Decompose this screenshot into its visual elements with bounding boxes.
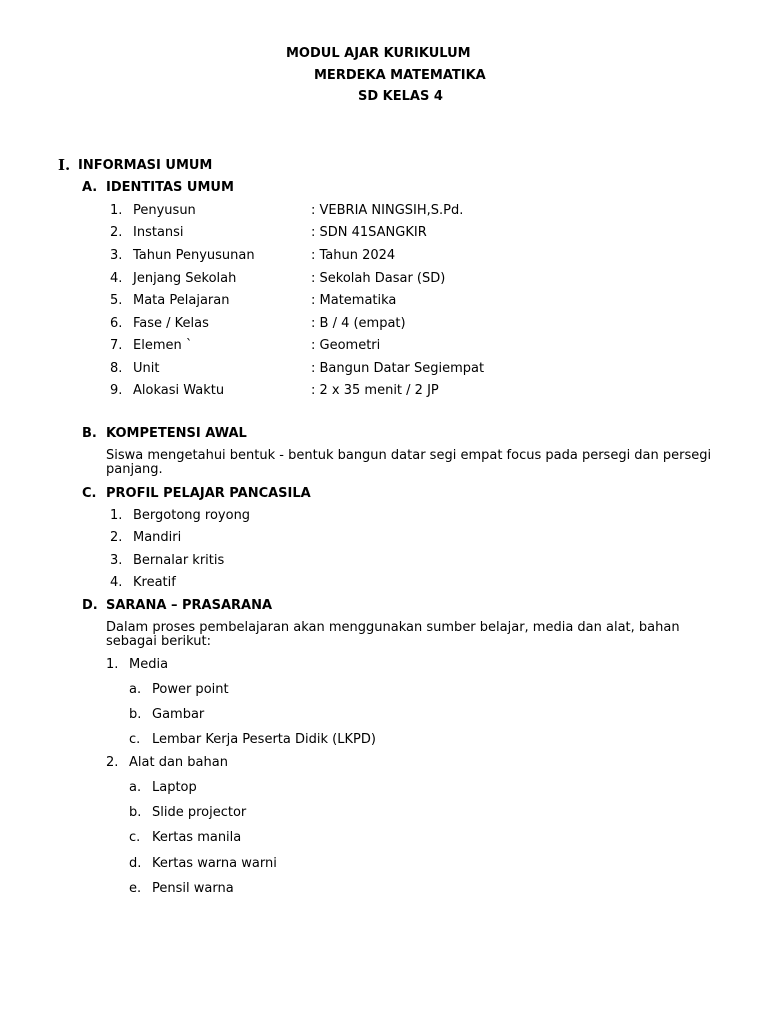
- section-numeral: I.: [58, 156, 71, 174]
- sublist-item: Power point: [152, 682, 229, 697]
- row-label: Mata Pelajaran: [133, 293, 230, 308]
- subsection-heading: KOMPETENSI AWAL: [106, 426, 247, 441]
- row-label: Jenjang Sekolah: [133, 271, 237, 286]
- row-value: : VEBRIA NINGSIH,S.Pd.: [311, 203, 464, 218]
- list-item: Bergotong royong: [133, 508, 251, 523]
- row-value: : Matematika: [311, 293, 397, 308]
- list-number: 2.: [106, 755, 119, 770]
- subsection-letter: C.: [82, 486, 97, 501]
- row-number: 2.: [110, 225, 123, 240]
- row-label: Tahun Penyusunan: [133, 248, 255, 263]
- subsection-letter: B.: [82, 426, 97, 441]
- list-item: Mandiri: [133, 530, 182, 545]
- list-item: Media: [129, 657, 169, 672]
- sublist-item: Kertas warna warni: [152, 856, 277, 871]
- subsection-heading: SARANA – PRASARANA: [106, 598, 273, 613]
- section-heading: INFORMASI UMUM: [78, 158, 213, 173]
- sublist-item: Slide projector: [152, 805, 247, 820]
- row-value: : Tahun 2024: [311, 248, 396, 263]
- sarana-intro: Dalam proses pembelajaran akan menggunakan sumber belajar, media dan alat, bahan sebagai berikut:: [106, 620, 680, 649]
- subsection-heading: IDENTITAS UMUM: [106, 180, 234, 195]
- sublist-item: Lembar Kerja Peserta Didik (LKPD): [152, 732, 376, 747]
- sublist-letter: c.: [129, 732, 141, 747]
- row-number: 7.: [110, 338, 123, 353]
- sublist-letter: e.: [129, 881, 142, 896]
- row-label: Instansi: [133, 225, 184, 240]
- row-value: : 2 x 35 menit / 2 JP: [311, 383, 439, 398]
- row-number: 3.: [110, 248, 123, 263]
- sublist-letter: a.: [129, 682, 142, 697]
- row-label: Elemen `: [133, 338, 193, 353]
- row-value: : Geometri: [311, 338, 381, 353]
- sublist-item: Kertas manila: [152, 830, 242, 845]
- sublist-item: Gambar: [152, 707, 205, 722]
- row-label: Unit: [133, 361, 160, 376]
- sublist-letter: a.: [129, 780, 142, 795]
- row-value: : Sekolah Dasar (SD): [311, 271, 446, 286]
- row-number: 6.: [110, 316, 123, 331]
- subsection-heading: PROFIL PELAJAR PANCASILA: [106, 486, 311, 501]
- list-number: 1.: [106, 657, 119, 672]
- list-item: Kreatif: [133, 575, 176, 590]
- sublist-item: Pensil warna: [152, 881, 234, 896]
- row-value: : SDN 41SANGKIR: [311, 225, 427, 240]
- list-number: 4.: [110, 575, 123, 590]
- row-value: : B / 4 (empat): [311, 316, 406, 331]
- title-line-2: MERDEKA MATEMATIKA: [314, 68, 486, 83]
- row-label: Penyusun: [133, 203, 196, 218]
- row-number: 9.: [110, 383, 123, 398]
- title-line-3: SD KELAS 4: [358, 89, 443, 104]
- kompetensi-text: Siswa mengetahui bentuk - bentuk bangun datar segi empat focus pada persegi dan persegi panjang.: [106, 448, 712, 477]
- row-number: 1.: [110, 203, 123, 218]
- row-number: 4.: [110, 271, 123, 286]
- sublist-letter: d.: [129, 856, 142, 871]
- row-label: Fase / Kelas: [133, 316, 209, 331]
- sublist-letter: b.: [129, 805, 142, 820]
- list-number: 2.: [110, 530, 123, 545]
- row-number: 8.: [110, 361, 123, 376]
- sublist-letter: b.: [129, 707, 142, 722]
- subsection-letter: A.: [82, 180, 98, 195]
- list-number: 1.: [110, 508, 123, 523]
- row-number: 5.: [110, 293, 123, 308]
- row-label: Alokasi Waktu: [133, 383, 225, 398]
- sublist-item: Laptop: [152, 780, 197, 795]
- sublist-letter: c.: [129, 830, 141, 845]
- list-item: Alat dan bahan: [129, 755, 228, 770]
- list-item: Bernalar kritis: [133, 553, 225, 568]
- row-value: : Bangun Datar Segiempat: [311, 361, 485, 376]
- list-number: 3.: [110, 553, 123, 568]
- title-line-1: MODUL AJAR KURIKULUM: [286, 46, 471, 61]
- subsection-letter: D.: [82, 598, 98, 613]
